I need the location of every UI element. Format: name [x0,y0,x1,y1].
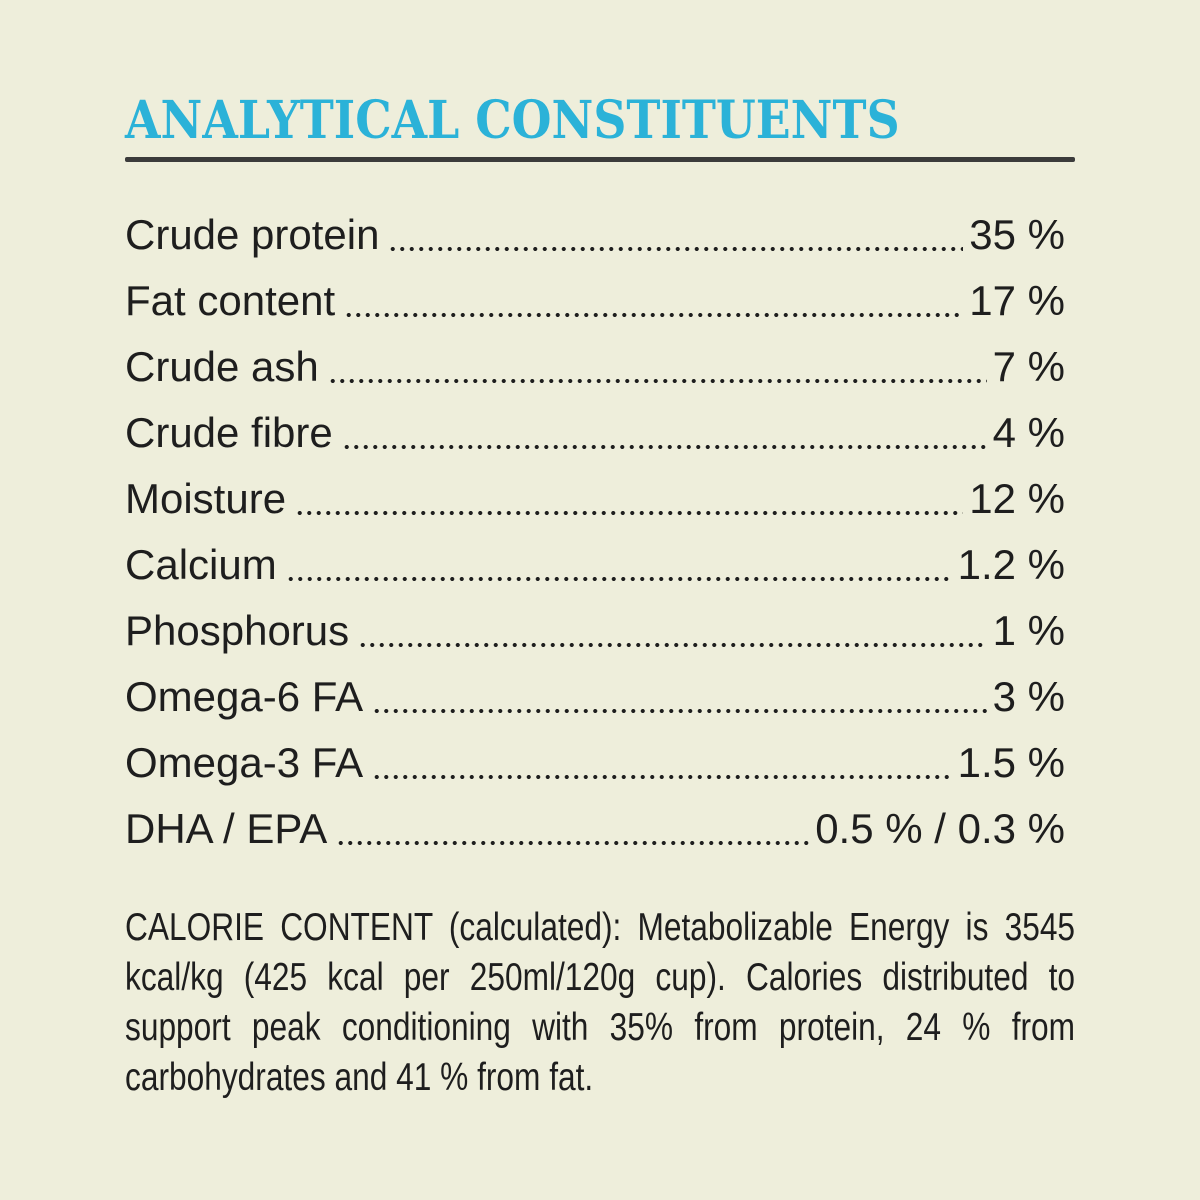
table-row [125,728,1065,794]
header-divider [125,157,1075,162]
constituent-value: 12 % [969,475,1065,522]
constituent-value: 1.2 % [957,541,1065,588]
dotted-leader [388,247,963,251]
table-row [125,596,1065,662]
calorie-line: carbohydrates and 41 % from fat. [125,1056,594,1099]
constituent-label: Omega-6 FA [125,673,364,720]
dotted-leader [295,511,963,515]
constituent-label: Moisture [125,475,287,522]
table-row [125,662,1065,728]
constituent-label: Fat content [125,277,336,324]
constituent-value: 4 % [992,409,1065,456]
calorie-line: CALORIE CONTENT (calculated): Metabolizable Energy is 3545 [125,906,1076,949]
table-row [125,530,1065,596]
constituent-value: 3 % [992,673,1065,720]
dotted-leader [358,643,986,647]
constituent-label: Crude protein [125,211,380,258]
table-row [125,200,1065,266]
constituent-value: 1 % [992,607,1065,654]
dotted-leader [372,775,951,779]
dotted-leader [328,379,987,383]
constituent-value: 0.5 % / 0.3 % [815,805,1065,852]
constituent-value: 7 % [992,343,1065,390]
constituent-label: Crude ash [125,343,319,390]
constituent-label: Calcium [125,541,277,588]
calorie-line: kcal/kg (425 kcal per 250ml/120g cup). Calories distributed to [125,956,1076,999]
constituent-label: DHA / EPA [125,805,328,852]
calorie-line: support peak conditioning with 35% from protein, 24 % from [125,1006,1076,1049]
panel-title: ANALYTICAL CONSTITUENTS [125,90,900,151]
constituent-label: Crude fibre [125,409,333,456]
table-row [125,464,1065,530]
dotted-leader [286,577,952,581]
dotted-leader [372,709,987,713]
constituents-table [125,200,1075,860]
constituent-value: 17 % [969,277,1065,324]
calorie-content-paragraph [125,903,1075,1103]
constituent-value: 1.5 % [957,739,1065,786]
table-row [125,398,1065,464]
constituent-label: Phosphorus [125,607,350,654]
constituent-label: Omega-3 FA [125,739,364,786]
table-row [125,332,1065,398]
table-row [125,266,1065,332]
dotted-leader [336,841,809,845]
dotted-leader [344,313,963,317]
constituent-value: 35 % [969,211,1065,258]
dotted-leader [342,445,987,449]
table-row [125,794,1065,860]
